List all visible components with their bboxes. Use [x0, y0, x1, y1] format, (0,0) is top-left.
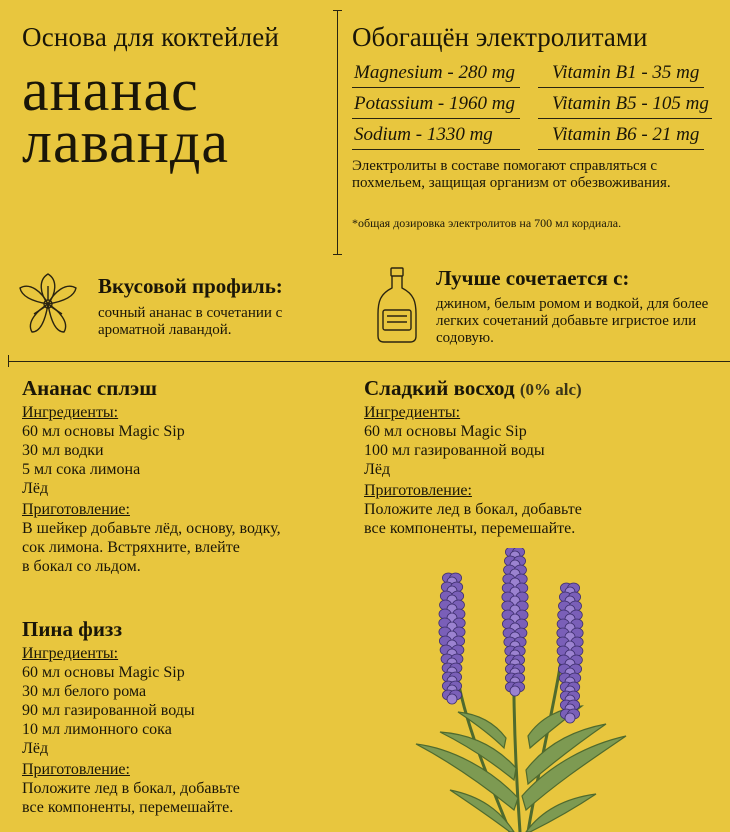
flavor-profile-text: сочный ананас в сочетании с ароматной лавандой. — [98, 305, 283, 338]
pairing-title: Лучше сочетается с: — [436, 266, 630, 290]
ingredient-item: 30 мл водки — [22, 442, 104, 459]
ingredient-item: 100 мл газированной воды — [364, 442, 545, 459]
divider-tick — [333, 254, 342, 255]
vitamin-value: Vitamin B5 - 105 mg — [552, 93, 709, 114]
recipe-card — [22, 617, 240, 817]
horizontal-divider — [8, 361, 730, 362]
ingredient-item: 5 мл сока лимона — [22, 461, 141, 478]
recipe-card — [22, 376, 281, 576]
electrolyte-row — [352, 124, 722, 150]
ingredients-label: Ингредиенты: — [22, 404, 119, 421]
electrolytes-description: Электролиты в составе помогают справляться с похмельем, защищая организм от обезвоживания. — [352, 158, 671, 191]
ingredient-item: 60 мл основы Magic Sip — [364, 423, 527, 440]
recipe-title: Ананас сплэш — [22, 376, 157, 400]
product-title-line2: лаванда — [22, 109, 230, 175]
vertical-divider — [337, 10, 338, 254]
method-label: Приготовление: — [22, 761, 130, 778]
ingredient-item: 60 мл основы Magic Sip — [22, 423, 185, 440]
method-line: Положите лед в бокал, добавьте — [364, 501, 582, 518]
flower-icon — [16, 270, 80, 340]
flavor-profile-title: Вкусовой профиль: — [98, 274, 283, 298]
recipe-card — [364, 376, 582, 538]
ingredient-item: 30 мл белого рома — [22, 683, 147, 700]
recipe-title — [364, 376, 582, 401]
ingredients-label: Ингредиенты: — [22, 645, 119, 662]
electrolyte-value: Potassium - 1960 mg — [354, 93, 515, 114]
ingredient-item: Лёд — [22, 480, 49, 497]
vitamin-value: Vitamin B1 - 35 mg — [552, 62, 700, 83]
divider-tick — [333, 10, 342, 11]
method-label: Приготовление: — [364, 482, 472, 499]
electrolytes-footnote: *общая дозировка электролитов на 700 мл кордиала. — [352, 216, 622, 230]
pairing-text: джином, белым ромом и водкой, для более легких сочетаний добавьте игристое или содовую. — [436, 296, 709, 346]
electrolytes-title: Обогащён электролитами — [352, 22, 648, 52]
method-line: в бокал со льдом. — [22, 558, 141, 575]
lavender-illustration — [410, 548, 730, 832]
recipe-title-text: Сладкий восход — [364, 376, 515, 400]
electrolyte-row — [352, 93, 722, 119]
recipe-title: Пина физз — [22, 617, 123, 641]
ingredients-list — [22, 422, 281, 498]
method-line: В шейкер добавьте лёд, основу, водку, — [22, 520, 281, 537]
ingredient-item: Лёд — [364, 461, 391, 478]
ingredient-item: Лёд — [22, 740, 49, 757]
ingredient-item: 60 мл основы Magic Sip — [22, 664, 185, 681]
ingredients-list — [22, 663, 240, 758]
method-line: сок лимона. Встряхните, влейте — [22, 539, 240, 556]
ingredients-list — [364, 422, 582, 479]
ingredient-item: 90 мл газированной воды — [22, 702, 195, 719]
method-line: Положите лед в бокал, добавьте — [22, 780, 240, 797]
electrolyte-value: Sodium - 1330 mg — [354, 124, 493, 145]
subtitle: Основа для коктейлей — [22, 22, 280, 52]
vitamin-value: Vitamin B6 - 21 mg — [552, 124, 700, 145]
method-label: Приготовление: — [22, 501, 130, 518]
ingredient-item: 10 мл лимонного сока — [22, 721, 172, 738]
divider-tick — [8, 355, 9, 367]
bottle-icon — [372, 266, 422, 344]
alcohol-badge: (0% alc) — [519, 380, 582, 399]
method-line: все компоненты, перемешайте. — [22, 799, 234, 816]
electrolyte-row — [352, 62, 722, 88]
ingredients-label: Ингредиенты: — [364, 404, 461, 421]
electrolyte-value: Magnesium - 280 mg — [354, 62, 515, 83]
method-line: все компоненты, перемешайте. — [364, 520, 576, 537]
product-title-line1: ананас — [22, 57, 199, 123]
